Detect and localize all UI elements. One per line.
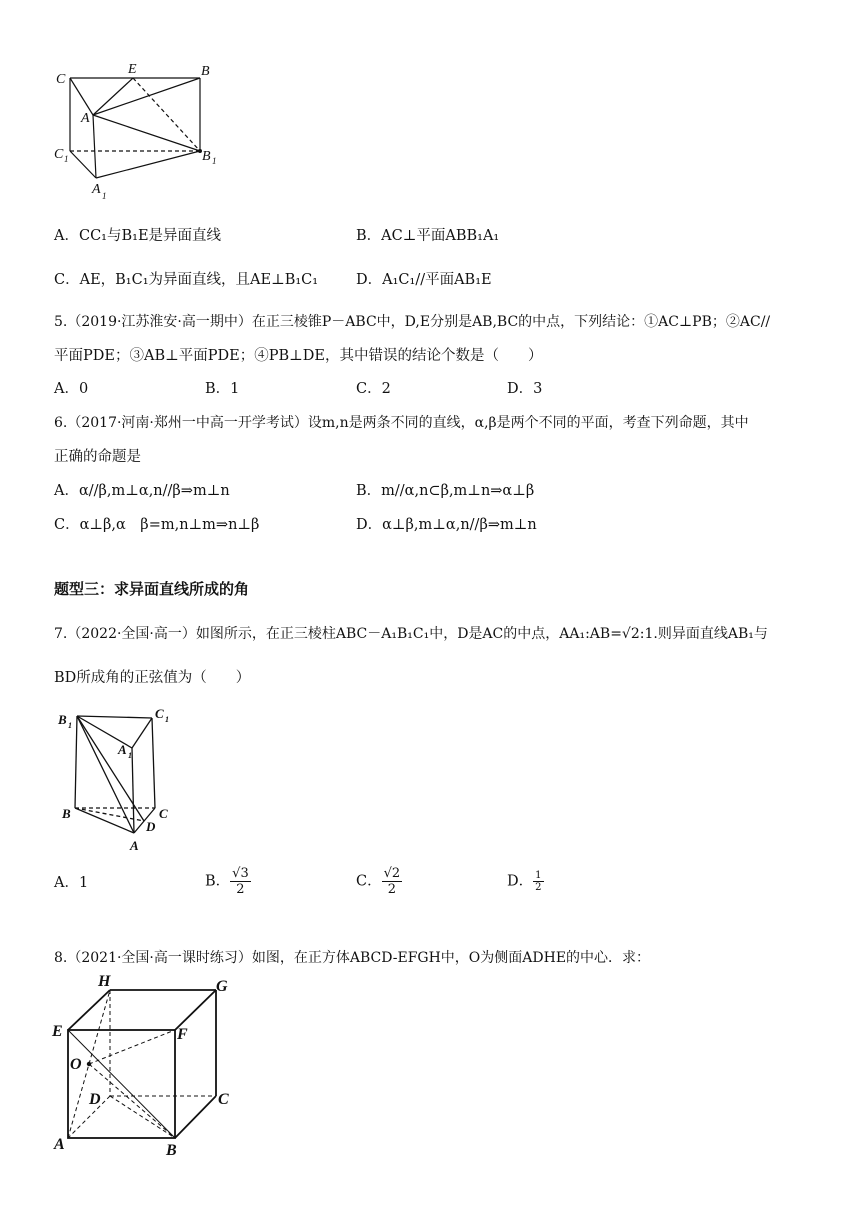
q5-option-c[interactable]: C．2: [356, 381, 391, 397]
q8-label-C: C: [218, 1091, 229, 1108]
q4-label-C1-sub: 1: [64, 154, 69, 164]
q7-label-B: B: [62, 806, 71, 821]
q8-label-O: O: [70, 1056, 82, 1073]
q4-label-A: A: [81, 111, 90, 126]
q8-stem-line1: 8.（2021·全国·高一课时练习）如图，在正方体ABCD-EFGH中，O为侧面ADHE的中心．求：: [54, 950, 651, 966]
q4-figure: [48, 58, 238, 208]
q7-option-b-numerator: √3: [232, 866, 249, 881]
q6-option-d[interactable]: D．α⊥β,m⊥α,n//β⇒m⊥n: [356, 517, 537, 533]
q7-label-A1-sub: 1: [128, 751, 132, 760]
q7-option-d-numerator: 1: [535, 870, 542, 881]
q6-option-c[interactable]: C．α⊥β,α β=m,n⊥m⇒n⊥β: [54, 517, 260, 533]
q7-option-d-prefix: D．: [507, 873, 534, 890]
q6-option-b[interactable]: B．m//α,n⊂β,m⊥n⇒α⊥β: [356, 483, 535, 499]
q8-label-G: G: [216, 978, 228, 995]
q8-label-D: D: [89, 1091, 101, 1108]
q4-label-B: B: [201, 64, 210, 79]
q7-label-A1: A: [118, 742, 127, 757]
q5-option-a[interactable]: A．0: [54, 381, 89, 397]
q4-label-A1: A: [92, 182, 101, 197]
q7-figure: [52, 700, 192, 860]
q7-option-a[interactable]: A．1: [54, 875, 89, 891]
q4-label-B1: B: [202, 149, 211, 164]
section-heading-type3: 题型三：求异面直线所成的角: [54, 580, 250, 598]
q7-label-B1-sub: 1: [68, 721, 72, 730]
q8-label-E: E: [52, 1023, 63, 1040]
q4-option-c[interactable]: C．AE，B₁C₁为异面直线，且AE⊥B₁C₁: [54, 272, 319, 288]
q4-option-b[interactable]: B．AC⊥平面ABB₁A₁: [356, 228, 500, 244]
q5-stem-line2: 平面PDE；③AB⊥平面PDE；④PB⊥DE，其中错误的结论个数是（ ）: [54, 348, 543, 364]
q7-option-c-prefix: C．: [356, 873, 382, 890]
q4-label-C: C: [56, 72, 66, 87]
q7-option-c-numerator: √2: [383, 866, 401, 881]
q8-label-B: B: [166, 1142, 177, 1159]
q7-label-A: A: [130, 838, 139, 853]
q7-label-B1: B: [58, 712, 67, 727]
q8-label-H: H: [98, 973, 111, 990]
q8-figure: [48, 968, 248, 1163]
q7-stem-line2: BD所成角的正弦值为（ ）: [54, 670, 251, 686]
q8-label-A: A: [54, 1136, 65, 1153]
q7-option-b-denominator: 2: [236, 882, 245, 897]
q7-label-C1: C: [155, 706, 164, 721]
q7-option-b[interactable]: [205, 866, 251, 897]
q7-option-d-fraction: [533, 870, 543, 893]
q5-stem-line1: 5.（2019·江苏淮安·高一期中）在正三棱锥P－ABC中，D,E分别是AB,BC的中点，下列结论：①AC⊥PB；②AC//: [54, 314, 771, 330]
q7-label-C1-sub: 1: [165, 715, 169, 724]
q7-option-b-prefix: B．: [205, 873, 231, 890]
q4-label-A1-sub: 1: [102, 191, 107, 201]
q7-option-d-denominator: 2: [535, 882, 542, 893]
q4-option-d[interactable]: D．A₁C₁//平面AB₁E: [356, 272, 492, 288]
q4-label-C1: C: [54, 147, 64, 162]
q5-option-b[interactable]: B．1: [205, 381, 240, 397]
q7-option-c-fraction: [382, 866, 403, 897]
q4-option-a[interactable]: A．CC₁与B₁E是异面直线: [54, 228, 222, 244]
q7-label-D: D: [146, 819, 156, 834]
q7-option-c-denominator: 2: [387, 882, 397, 897]
q6-option-a[interactable]: A．α//β,m⊥α,n//β⇒m⊥n: [54, 483, 230, 499]
q7-stem-line1: 7.（2022·全国·高一）如图所示，在正三棱柱ABC－A₁B₁C₁中，D是AC的中点，AA₁:AB=√2:1.则异面直线AB₁与: [54, 626, 768, 642]
q7-option-c[interactable]: [356, 866, 402, 897]
q7-label-C: C: [159, 806, 168, 821]
q6-stem-line2: 正确的命题是: [54, 449, 141, 465]
q7-option-d[interactable]: [507, 870, 544, 893]
q4-label-E: E: [128, 62, 137, 77]
q7-option-b-fraction: [230, 866, 251, 897]
q5-option-d[interactable]: D．3: [507, 381, 543, 397]
q6-stem-line1: 6.（2017·河南·郑州一中高一开学考试）设m,n是两条不同的直线，α,β是两个不同的平面，考查下列命题，其中: [54, 415, 749, 431]
q4-label-B1-sub: 1: [212, 156, 217, 166]
q8-label-F: F: [177, 1026, 188, 1043]
